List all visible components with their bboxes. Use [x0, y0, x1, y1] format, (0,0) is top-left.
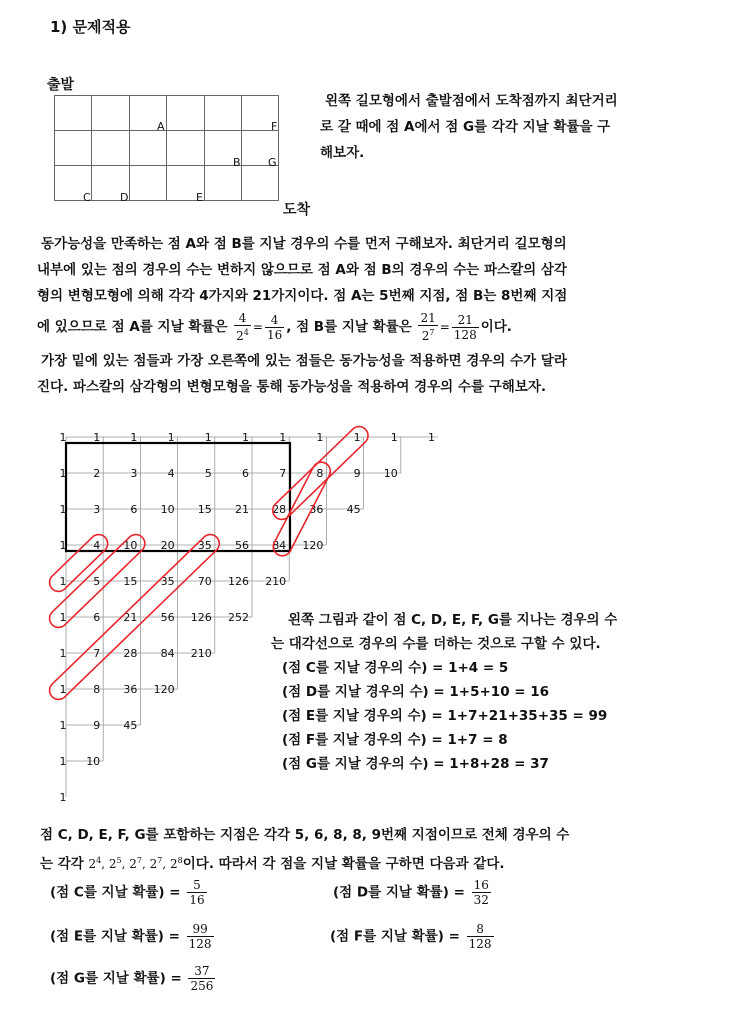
triangle-cell: 8 [316, 467, 324, 480]
exponent: 7 [136, 856, 143, 865]
triangle-cell: 35 [197, 539, 212, 552]
numerator: 21 [457, 312, 473, 327]
triangle-cell: 126 [190, 611, 212, 624]
exponent: 7 [429, 328, 435, 337]
numerator: 4 [270, 312, 279, 327]
triangle-cell: 15 [123, 575, 138, 588]
prob-label: (점 G를 지날 확률) = [50, 970, 182, 987]
triangle-cell: 28 [272, 503, 287, 516]
base: 2 [236, 329, 244, 343]
triangle-cell: 1 [59, 611, 67, 624]
para3-line-with-powers [40, 848, 569, 877]
triangle-cell: 1 [59, 539, 67, 552]
prob-c [50, 878, 209, 907]
prob-f [330, 922, 496, 951]
end-label: 도착 [283, 202, 311, 218]
paragraph-3 [40, 822, 569, 877]
triangle-cell: 6 [130, 503, 138, 516]
para1-line: 내부에 있는 점의 경우의 수는 변하지 않으므로 점 A와 점 B의 경우의 수는 파스칼의 삼각 [37, 262, 567, 278]
denominator: 128 [188, 937, 212, 951]
point-a-label: A [157, 120, 165, 133]
prob-d [333, 878, 493, 907]
start-label: 출발 [47, 77, 75, 93]
prob-fraction [467, 922, 494, 951]
intro-line: 로 갈 때에 점 A에서 점 G를 각각 지날 확률을 구 [320, 119, 611, 135]
triangle-cell: 4 [167, 467, 175, 480]
explain-line: 왼쪽 그림과 같이 점 C, D, E, F, G를 지나는 경우의 수 [288, 612, 618, 628]
prob-fraction [472, 878, 491, 907]
base: 2 [149, 857, 158, 871]
numerator: 8 [476, 922, 484, 936]
base: 2 [129, 857, 137, 871]
para3-line: 점 C, D, E, F, G를 포함하는 지점은 각각 5, 6, 8, 8, 9번째 지점이므로 전체 경우의 수 [40, 827, 570, 843]
case-e: (점 E를 지날 경우의 수) = 1+7+21+35+35 = 99 [282, 708, 608, 724]
denominator: 128 [453, 327, 477, 342]
case-c: (점 C를 지날 경우의 수) = 1+4 = 5 [282, 660, 509, 676]
triangle-cell: 8 [93, 683, 101, 696]
triangle-cell: 1 [167, 431, 175, 444]
triangle-cell: 210 [265, 575, 287, 588]
triangle-cell: 45 [346, 503, 361, 516]
point-c-label: C [83, 191, 91, 204]
triangle-cell: 84 [160, 647, 175, 660]
triangle-cell: 6 [93, 611, 101, 624]
para2-line: 진다. 파스칼의 삼각형의 변형모형을 통해 동가능성을 적용하여 경우의 수를 구해보자. [37, 379, 546, 395]
point-e-label: E [196, 191, 203, 204]
para1-line4-c: 이다. [480, 319, 512, 335]
triangle-cell: 1 [59, 791, 67, 804]
case-d: (점 D를 지날 경우의 수) = 1+5+10 = 16 [282, 684, 550, 700]
base: 2 [421, 329, 430, 343]
para3-line2-a: 는 각각 [40, 856, 84, 872]
exponent: 8 [177, 856, 183, 865]
triangle-cell: 10 [123, 539, 138, 552]
base: 2 [170, 857, 178, 871]
triangle-cell: 15 [197, 503, 212, 516]
triangle-cell: 10 [86, 755, 101, 768]
triangle-cell: 7 [93, 647, 101, 660]
triangle-cell: 6 [242, 467, 249, 480]
triangle-cell: 1 [59, 719, 67, 732]
base: 2 [88, 857, 97, 871]
denominator: 16 [189, 893, 205, 907]
exponent: 5 [116, 856, 122, 865]
exponent: 4 [96, 856, 102, 865]
exponent: 7 [157, 856, 163, 865]
denominator: 16 [266, 327, 283, 342]
triangle-cell: 21 [235, 503, 249, 516]
explanation-block [271, 608, 617, 776]
para2-line: 가장 밑에 있는 점들과 가장 오른쪽에 있는 점들은 동가능성을 적용하면 경우의 수가 달라 [41, 353, 567, 369]
para1-line: 형의 변형모형에 의해 각각 4가지와 21가지이다. 점 A는 5번째 지점, 점 B는 8번째 지점 [37, 288, 568, 304]
triangle-cell: 2 [93, 467, 101, 480]
triangle-cell: 5 [204, 467, 212, 480]
triangle-cell: 1 [59, 575, 67, 588]
triangle-cell: 1 [59, 431, 67, 444]
triangle-cell: 10 [160, 503, 175, 516]
section-title: 1) 문제적용 [50, 18, 131, 36]
numerator: 99 [192, 922, 208, 936]
para1-line4-b: , 점 B를 지날 확률은 [286, 319, 412, 335]
triangle-cell: 1 [390, 431, 398, 444]
para1-line: 동가능성을 만족하는 점 A와 점 B를 지날 경우의 수를 먼저 구해보자. 최단거리 길모형의 [41, 236, 567, 252]
powers-list: $2^4$, $2^5$, $2^7$, $2^7$, $2^8$ [88, 856, 183, 871]
triangle-cell: 28 [123, 647, 138, 660]
triangle-cell: 1 [59, 755, 67, 768]
triangle-cell: 1 [59, 467, 67, 480]
equals-sign: = [439, 320, 450, 334]
point-b-label: B [233, 156, 241, 169]
prob-fraction [187, 922, 214, 951]
exponent: 4 [243, 328, 249, 337]
triangle-cell: 252 [228, 611, 249, 624]
numerator: 21 [420, 311, 436, 325]
denominator: 128 [468, 937, 492, 951]
triangle-cell: 1 [279, 431, 287, 444]
triangle-cell: 210 [190, 647, 212, 660]
numerator: 16 [473, 878, 489, 892]
triangle-cell: 3 [130, 467, 138, 480]
numerator: 4 [238, 311, 247, 325]
para3-line2-b: 이다. 따라서 각 점을 지날 확률을 구하면 다음과 같다. [182, 856, 505, 872]
intro-line: 왼쪽 길모형에서 출발점에서 도착점까지 최단거리 [325, 93, 618, 109]
triangle-cell: 1 [242, 431, 249, 444]
triangle-cell: 4 [93, 539, 101, 552]
triangle-cell: 9 [353, 467, 361, 480]
point-d-label: D [120, 191, 129, 204]
prob-label: (점 F를 지날 확률) = [330, 928, 460, 945]
point-f-label: F [271, 120, 278, 133]
prob-g [50, 964, 217, 993]
triangle-cell: 1 [59, 683, 67, 696]
triangle-cell: 1 [428, 431, 435, 444]
triangle-cell: 5 [93, 575, 101, 588]
triangle-cell: 70 [197, 575, 212, 588]
triangle-cell: 56 [160, 611, 175, 624]
equals-sign: = [252, 320, 263, 334]
triangle-cell: 1 [353, 431, 361, 444]
triangle-cell: 45 [123, 719, 138, 732]
case-f: (점 F를 지날 경우의 수) = 1+7 = 8 [282, 732, 508, 748]
denominator: 32 [473, 893, 489, 907]
triangle-cell: 21 [123, 611, 138, 624]
triangle-cell: 56 [235, 539, 249, 552]
point-g-label: G [268, 156, 277, 169]
prob-fraction [187, 878, 206, 907]
prob-fraction [188, 964, 215, 993]
triangle-cell: 1 [204, 431, 212, 444]
numerator: 37 [194, 964, 210, 978]
triangle-cell: 1 [130, 431, 138, 444]
triangle-cell: 120 [153, 683, 175, 696]
triangle-cell: 126 [228, 575, 249, 588]
prob-label: (점 C를 지날 확률) = [50, 884, 181, 901]
triangle-cell: 10 [383, 467, 398, 480]
triangle-cell: 9 [93, 719, 101, 732]
prob-e [50, 922, 216, 951]
triangle-cell: 35 [160, 575, 175, 588]
prob-label: (점 E를 지날 확률) = [50, 928, 180, 945]
triangle-cell: 7 [279, 467, 287, 480]
intro-line: 해보자. [320, 145, 365, 161]
triangle-cell: 1 [59, 647, 67, 660]
triangle-cell: 20 [160, 539, 175, 552]
triangle-cell: 1 [93, 431, 101, 444]
triangle-cell: 84 [272, 539, 287, 552]
denominator: 256 [190, 979, 214, 993]
explain-line: 는 대각선으로 경우의 수를 더하는 것으로 구할 수 있다. [271, 636, 601, 652]
base: 2 [108, 857, 117, 871]
triangle-cell: 3 [93, 503, 101, 516]
numerator: 5 [193, 878, 201, 892]
triangle-cell: 36 [309, 503, 324, 516]
triangle-cell: 36 [123, 683, 138, 696]
triangle-cell: 120 [302, 539, 324, 552]
triangle-cell: 1 [59, 503, 67, 516]
case-g: (점 G를 지날 경우의 수) = 1+8+28 = 37 [282, 756, 549, 772]
triangle-cell: 1 [316, 431, 324, 444]
para1-line4-a: 에 있으므로 점 A를 지날 확률은 [37, 319, 228, 335]
prob-label: (점 D를 지날 확률) = [333, 884, 465, 901]
